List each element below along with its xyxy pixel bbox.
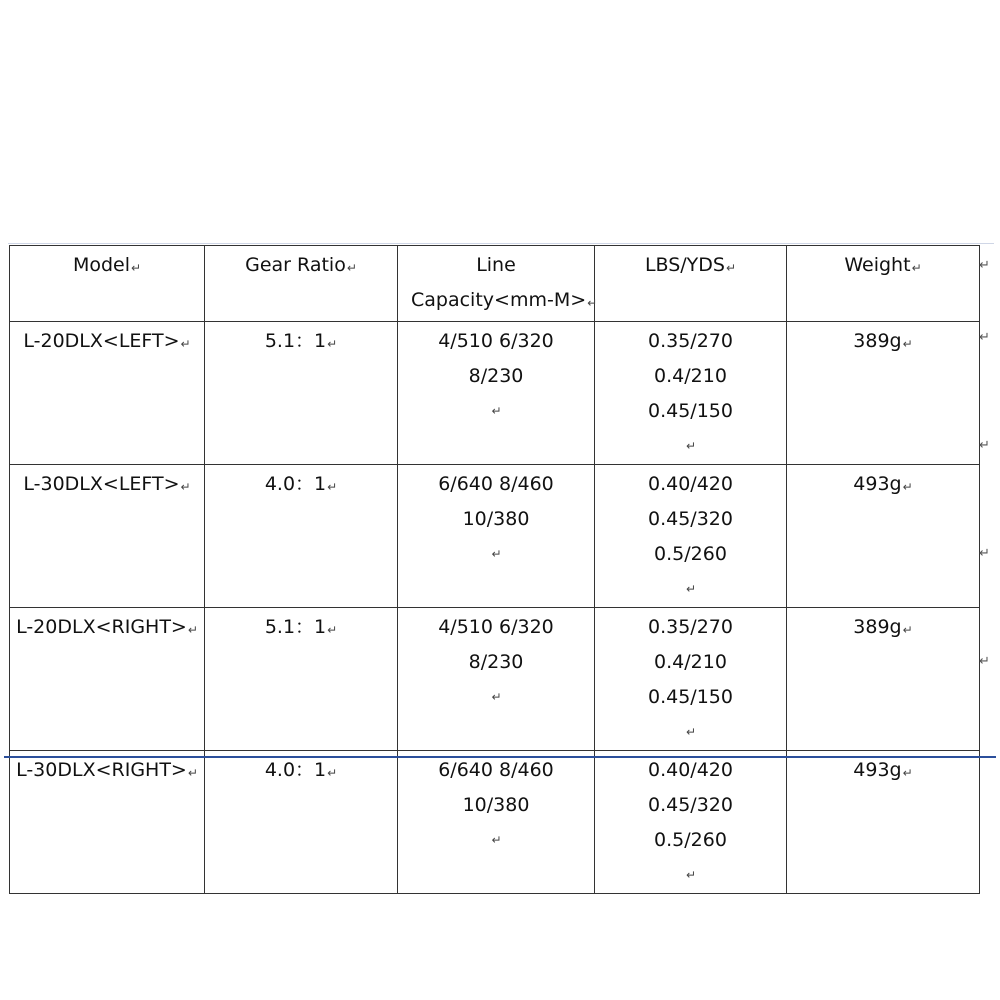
- paragraph-mark-icon: ↵: [491, 404, 502, 418]
- lbs-yds-value: 0.40/420: [648, 759, 733, 781]
- line-capacity-value: 4/510 6/320: [438, 616, 554, 638]
- header-model: Model↵: [10, 246, 205, 322]
- line-capacity-value: 10/380 ↵: [402, 502, 590, 572]
- header-gear-ratio: Gear Ratio↵: [205, 246, 398, 322]
- lbs-yds-value: 0.45/320: [648, 794, 733, 816]
- line-capacity-value: 6/640 8/460: [438, 759, 554, 781]
- paragraph-mark-icon: ↵: [130, 261, 142, 275]
- lbs-yds-value: 0.5/260 ↵: [599, 537, 782, 607]
- line-capacity-value: 8/230 ↵: [402, 359, 590, 429]
- paragraph-mark-icon: ↵: [902, 766, 913, 780]
- cell-lbs-yds: [595, 465, 787, 608]
- cell-line-capacity: [398, 322, 595, 465]
- cell-weight: 493g↵: [787, 465, 980, 608]
- top-rule: [8, 243, 994, 244]
- row-end-mark-icon: ↵: [979, 438, 990, 453]
- paragraph-mark-icon: ↵: [491, 833, 502, 847]
- cell-model: L-30DLX<RIGHT>↵: [10, 751, 205, 894]
- bottom-rule: [4, 756, 996, 758]
- cell-model: L-20DLX<RIGHT>↵: [10, 608, 205, 751]
- paragraph-mark-icon: ↵: [685, 725, 697, 739]
- header-row: [10, 246, 980, 322]
- cell-lbs-yds: [595, 608, 787, 751]
- header-weight: Weight↵: [787, 246, 980, 322]
- cell-lbs-yds: [595, 751, 787, 894]
- cell-line-capacity: [398, 751, 595, 894]
- lbs-yds-value: 0.40/420: [648, 473, 733, 495]
- cell-lbs-yds: [595, 322, 787, 465]
- lbs-yds-value: 0.4/210: [654, 365, 727, 387]
- cell-gear-ratio: 4.0：1↵: [205, 751, 398, 894]
- paragraph-mark-icon: ↵: [327, 480, 338, 494]
- paragraph-mark-icon: ↵: [327, 623, 338, 637]
- row-end-mark-icon: ↵: [979, 546, 990, 561]
- row-end-marks: [979, 245, 991, 750]
- header-line-capacity: [398, 246, 598, 322]
- paragraph-mark-icon: ↵: [911, 261, 922, 275]
- row-end-mark-icon: ↵: [979, 654, 990, 669]
- paragraph-mark-icon: ↵: [327, 337, 338, 351]
- paragraph-mark-icon: ↵: [902, 480, 913, 494]
- paragraph-mark-icon: ↵: [587, 296, 598, 310]
- line-capacity-value: 10/380 ↵: [402, 788, 590, 858]
- cell-weight: 389g↵: [787, 322, 980, 465]
- cell-weight: 493g↵: [787, 751, 980, 894]
- paragraph-mark-icon: ↵: [491, 690, 502, 704]
- paragraph-mark-icon: ↵: [491, 547, 502, 561]
- lbs-yds-value: 0.4/210: [654, 651, 727, 673]
- cell-line-capacity: [398, 608, 595, 751]
- paragraph-mark-icon: ↵: [187, 623, 198, 637]
- paragraph-mark-icon: ↵: [187, 766, 198, 780]
- cell-gear-ratio: 5.1：1↵: [205, 322, 398, 465]
- paragraph-mark-icon: ↵: [902, 337, 913, 351]
- table-row: [10, 608, 980, 751]
- paragraph-mark-icon: ↵: [725, 261, 737, 275]
- paragraph-mark-icon: ↵: [180, 337, 191, 351]
- paragraph-mark-icon: ↵: [346, 261, 357, 275]
- line-capacity-value: 4/510 6/320: [438, 330, 554, 352]
- line-capacity-value: 6/640 8/460: [438, 473, 554, 495]
- lbs-yds-value: 0.45/320: [648, 508, 733, 530]
- header-lbs-yds: LBS/YDS↵: [595, 246, 787, 322]
- lbs-yds-value: 0.45/150 ↵: [599, 680, 782, 750]
- cell-weight: 389g↵: [787, 608, 980, 751]
- header-line-capacity-line2: Capacity<mm-M>↵: [411, 289, 598, 311]
- cell-model: L-20DLX<LEFT>↵: [10, 322, 205, 465]
- paragraph-mark-icon: ↵: [180, 480, 191, 494]
- cell-gear-ratio: 4.0：1↵: [205, 465, 398, 608]
- table-row: [10, 751, 980, 894]
- cell-model: L-30DLX<LEFT>↵: [10, 465, 205, 608]
- lbs-yds-value: 0.5/260 ↵: [599, 823, 782, 893]
- spec-table: [9, 245, 980, 894]
- lbs-yds-value: 0.35/270: [648, 330, 733, 352]
- paragraph-mark-icon: ↵: [685, 868, 697, 882]
- cell-line-capacity: [398, 465, 595, 608]
- table-row: [10, 465, 980, 608]
- paragraph-mark-icon: ↵: [327, 766, 338, 780]
- header-line-capacity-line1: Line: [476, 254, 516, 276]
- paragraph-mark-icon: ↵: [685, 582, 697, 596]
- row-end-mark-icon: ↵: [979, 258, 990, 273]
- row-end-mark-icon: ↵: [979, 330, 990, 345]
- lbs-yds-value: 0.45/150 ↵: [599, 394, 782, 464]
- lbs-yds-value: 0.35/270: [648, 616, 733, 638]
- line-capacity-value: 8/230 ↵: [402, 645, 590, 715]
- cell-gear-ratio: 5.1：1↵: [205, 608, 398, 751]
- paragraph-mark-icon: ↵: [902, 623, 913, 637]
- paragraph-mark-icon: ↵: [685, 439, 697, 453]
- table-row: [10, 322, 980, 465]
